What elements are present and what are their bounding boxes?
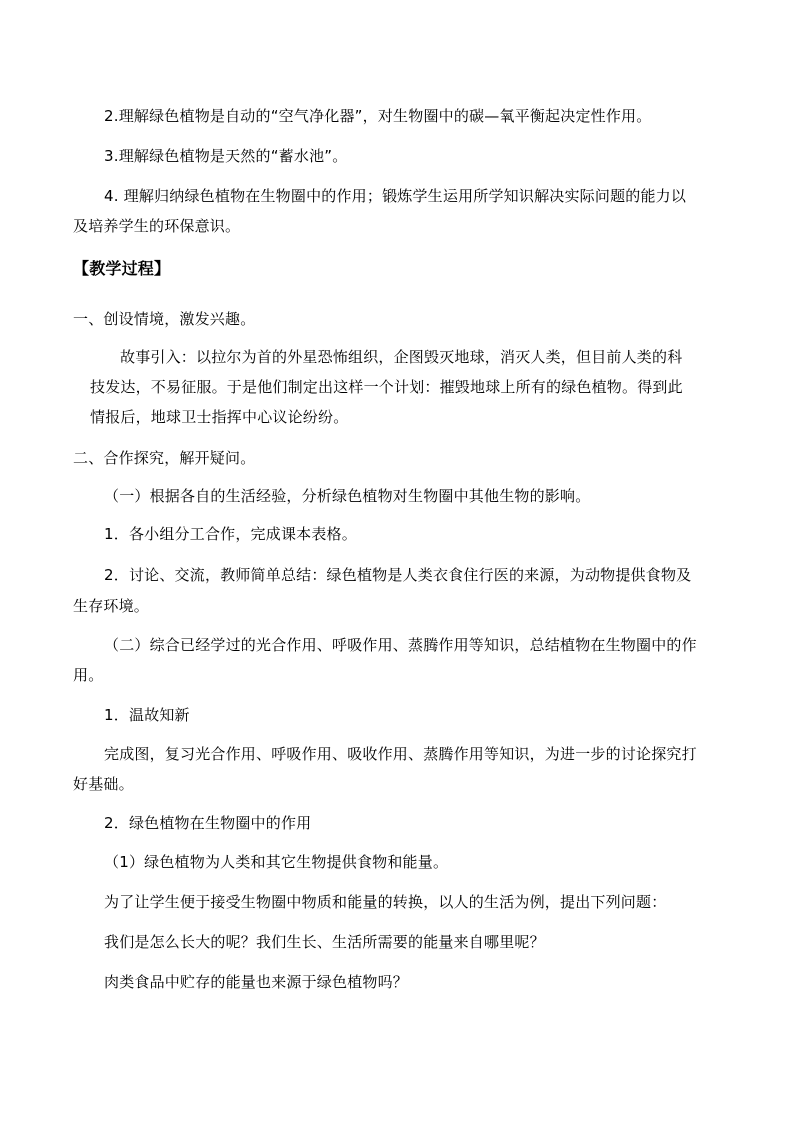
item-2: 2．讨论、交流，教师简单总结：绿色植物是人类衣食住行医的来源，为动物提供食物及 [104, 566, 692, 584]
objective-line-4: 4. 理解归纳绿色植物在生物圈中的作用；锻炼学生运用所学知识解决实际问题的能力以 [104, 187, 687, 205]
item-2-cont: 生存环境。 [73, 597, 150, 615]
sub-two-title-cont: 用。 [73, 666, 104, 684]
objective-line-4-cont: 及培养学生的环保意识。 [73, 217, 241, 235]
role-title: 2．绿色植物在生物圈中的作用 [104, 814, 312, 832]
story-line-1: 故事引入：以拉尔为首的外星恐怖组织，企图毁灭地球，消灭人类，但目前人类的科 [120, 348, 683, 366]
step-two-title: 二、合作探究，解开疑问。 [73, 449, 256, 467]
question-1: 我们是怎么长大的呢？我们生长、生活所需要的能量来自哪里呢？ [104, 933, 545, 951]
question-intro: 为了让学生便于接受生物圈中物质和能量的转换，以人的生活为例，提出下列问题： [104, 893, 667, 911]
story-line-2: 技发达，不易征服。于是他们制定出这样一个计划：摧毁地球上所有的绿色植物。得到此 [90, 378, 683, 396]
step-one-title: 一、创设情境，激发兴趣。 [73, 310, 256, 328]
objective-line-2: 2.理解绿色植物是自动的“空气净化器”，对生物圈中的碳—氧平衡起决定性作用。 [104, 107, 652, 125]
review-line-2: 好基础。 [73, 775, 134, 793]
review-line-1: 完成图，复习光合作用、呼吸作用、吸收作用、蒸腾作用等知识，为进一步的讨论探究打 [104, 745, 697, 763]
objective-line-3: 3.理解绿色植物是天然的“蓄水池”。 [104, 147, 348, 165]
story-line-3: 情报后，地球卫士指挥中心议论纷纷。 [90, 408, 349, 426]
role-point-1: （1）绿色植物为人类和其它生物提供食物和能量。 [104, 853, 449, 871]
review-title: 1．温故知新 [104, 706, 190, 724]
section-heading: 【教学过程】 [73, 259, 171, 278]
sub-two-title: （二）综合已经学过的光合作用、呼吸作用、蒸腾作用等知识，总结植物在生物圈中的作 [104, 636, 697, 654]
question-2: 肉类食品中贮存的能量也来源于绿色植物吗？ [104, 973, 409, 991]
sub-one-title: （一）根据各自的生活经验，分析绿色植物对生物圈中其他生物的影响。 [104, 487, 591, 505]
item-1: 1．各小组分工合作，完成课本表格。 [104, 525, 357, 543]
